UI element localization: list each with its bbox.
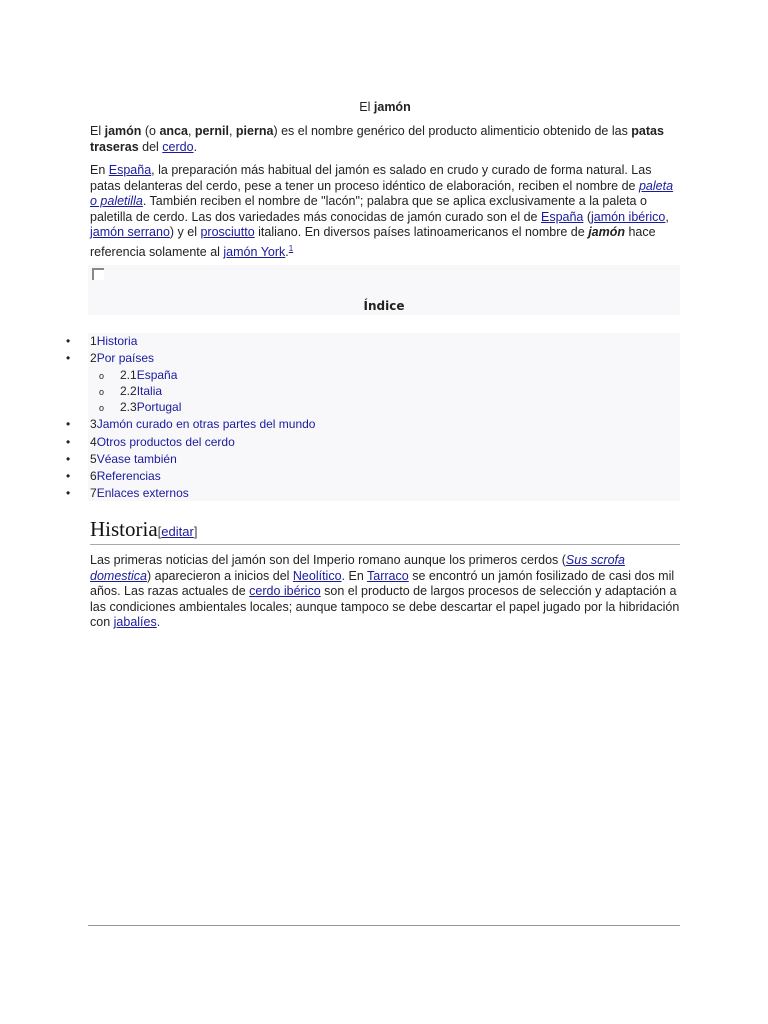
heading-divider <box>90 544 680 545</box>
toc-item-historia[interactable]: • 1Historia <box>66 334 138 348</box>
toc-item-otros-productos[interactable]: • 4Otros productos del cerdo <box>66 435 235 449</box>
intro-paragraph: El jamón (o anca, pernil, pierna) es el nombre genérico del producto alimenticio obtenido de las patas traseras del cerdo. <box>90 124 664 154</box>
title-prefix: El <box>359 100 374 114</box>
link-espana[interactable]: España <box>108 163 152 177</box>
bullet-icon: • <box>66 469 71 483</box>
link-sus-scrofa[interactable]: Sus scrofa domestica <box>90 553 625 583</box>
edit-link[interactable]: editar <box>161 524 194 539</box>
toc-item-portugal[interactable]: o 2.3Portugal <box>99 400 182 414</box>
toc-item-vease-tambien[interactable]: • 5Véase también <box>66 452 177 466</box>
bold-term: anca <box>159 124 188 138</box>
link-paleta[interactable]: paleta o paletilla <box>90 178 674 209</box>
link-neolitico[interactable]: Neolítico <box>292 568 342 583</box>
toc-toggle-checkbox[interactable] <box>92 268 104 280</box>
bullet-icon: • <box>66 334 71 348</box>
section-heading-historia: Historia[editar] <box>90 517 198 541</box>
article-title <box>90 100 680 114</box>
link-espana-2[interactable]: España <box>540 209 584 224</box>
toc-item-por-paises[interactable]: • 2Por países <box>66 351 155 365</box>
bullet-icon: • <box>66 486 71 500</box>
footer-divider <box>88 925 680 926</box>
toc-item-espana[interactable]: o 2.1España <box>99 368 178 382</box>
edit-section: [editar] <box>157 524 198 539</box>
link-cerdo-iberico[interactable]: cerdo ibérico <box>249 584 321 599</box>
toc-item-referencias[interactable]: • 6Referencias <box>66 469 161 483</box>
title-bold: jamón <box>373 100 411 114</box>
link-cerdo[interactable]: cerdo <box>162 139 194 154</box>
link-tarraco[interactable]: Tarraco <box>367 568 409 583</box>
circle-bullet-icon: o <box>99 403 105 413</box>
link-jamon-iberico[interactable]: jamón ibérico <box>591 209 666 224</box>
link-prosciutto[interactable]: prosciutto <box>200 225 255 240</box>
bold-italic-term: jamón <box>588 225 625 240</box>
bullet-icon: • <box>66 351 71 365</box>
link-jamon-serrano[interactable]: jamón serrano <box>90 225 170 240</box>
reference-link[interactable]: 1 <box>288 243 294 253</box>
bold-term: patas traseras <box>90 124 664 154</box>
bold-term: pierna <box>235 124 274 138</box>
bullet-icon: • <box>66 452 71 466</box>
toc-title: Índice <box>363 299 405 313</box>
toc-item-jamon-curado[interactable]: • 3Jamón curado en otras partes del mundo <box>66 417 316 431</box>
bold-term: jamón <box>104 124 142 138</box>
bullet-icon: • <box>66 417 71 431</box>
bullet-icon: • <box>66 435 71 449</box>
spain-paragraph: En España, la preparación más habitual del jamón es salado en crudo y curado de forma natural. Las patas delanteras del cerdo, pese a tener un proceso idéntico de elaboración, reciben el nombre de paleta o paletilla. También reciben el nombre de "lacón"; palabra que se aplica exclusivamente a la paleta o paletilla de cerdo. Las dos variedades más conocidas de jamón curado son el de España (jamón ibérico, jamón serrano) y el prosciutto italiano. En diversos países latinoamericanos el nombre de jamón hace referencia solamente al jamón York.$^1$ <box>90 163 674 260</box>
toc-item-enlaces-externos[interactable]: • 7Enlaces externos <box>66 486 189 500</box>
link-jabalies[interactable]: jabalíes <box>113 615 157 630</box>
historia-paragraph: Las primeras noticias del jamón son del Imperio romano aunque los primeros cerdos (Sus scrofa domestica) aparecieron a inicios del Neolítico. En Tarraco se encontró un jamón fosilizado de casi dos mil años. Las razas actuales de cerdo ibérico son el producto de largos procesos de selección y adaptación a las condiciones ambientales locales; aunque tampoco se debe descartar el papel jugado por la hibridación con jabalíes. <box>90 553 680 630</box>
toc-item-italia[interactable]: o 2.2Italia <box>99 384 163 398</box>
link-jamon-york[interactable]: jamón York <box>223 245 286 260</box>
bold-term: pernil <box>194 124 229 138</box>
circle-bullet-icon: o <box>99 371 105 381</box>
circle-bullet-icon: o <box>99 387 105 397</box>
